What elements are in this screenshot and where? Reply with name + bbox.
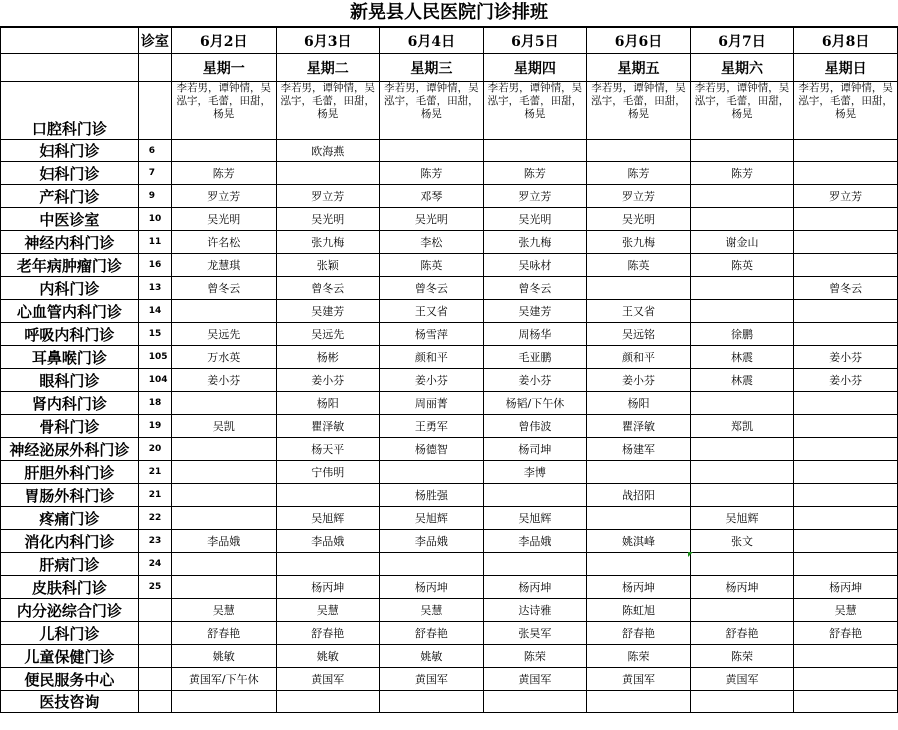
doctor-cell[interactable]: 瞿泽敏 <box>587 415 691 438</box>
department-name: 消化内科门诊 <box>1 530 139 553</box>
weekday-header: 星期日 <box>794 54 898 82</box>
doctor-cell[interactable] <box>587 461 691 484</box>
department-name: 妇科门诊 <box>1 162 139 185</box>
doctor-cell[interactable]: 陈芳 <box>380 162 484 185</box>
doctor-cell[interactable] <box>794 553 898 576</box>
doctor-cell[interactable]: 吴建芳 <box>483 300 587 323</box>
doctor-cell[interactable]: 罗立芳 <box>171 185 276 208</box>
table-row <box>1 645 898 668</box>
weekday-header: 星期三 <box>380 54 484 82</box>
doctor-cell[interactable]: 吴慧 <box>380 599 484 622</box>
doctor-cell[interactable]: 姜小芬 <box>171 369 276 392</box>
doctor-cell[interactable] <box>794 484 898 507</box>
doctor-cell[interactable]: 瞿泽敏 <box>276 415 380 438</box>
doctor-cell[interactable]: 李若男，谭钟情，吴泓宇，毛蕾，田甜，杨晃 <box>690 82 794 140</box>
table-row <box>1 668 898 691</box>
doctor-cell[interactable]: 林震 <box>690 346 794 369</box>
doctor-cell[interactable] <box>794 530 898 553</box>
doctor-cell[interactable] <box>794 461 898 484</box>
room-number: 23 <box>138 530 171 553</box>
table-row <box>1 140 898 162</box>
doctor-cell[interactable]: 吴旭辉 <box>380 507 484 530</box>
doctor-cell[interactable]: 杨建军 <box>587 438 691 461</box>
room-number: 21 <box>138 484 171 507</box>
doctor-cell[interactable]: 吴光明 <box>171 208 276 231</box>
doctor-cell[interactable] <box>171 576 276 599</box>
doctor-cell[interactable] <box>690 484 794 507</box>
room-number: 24 <box>138 553 171 576</box>
doctor-cell[interactable]: 舒春艳 <box>794 622 898 645</box>
doctor-cell[interactable]: 张昊军 <box>483 622 587 645</box>
doctor-cell[interactable]: 王勇军 <box>380 415 484 438</box>
doctor-cell[interactable] <box>587 691 691 713</box>
doctor-cell[interactable]: 曾伟波 <box>483 415 587 438</box>
weekday-header: 星期四 <box>483 54 587 82</box>
room-number: 18 <box>138 392 171 415</box>
doctor-cell[interactable] <box>794 691 898 713</box>
doctor-cell[interactable]: 杨司坤 <box>483 438 587 461</box>
doctor-cell[interactable]: 李品娥 <box>276 530 380 553</box>
doctor-cell[interactable] <box>690 553 794 576</box>
doctor-cell[interactable]: 吴旭辉 <box>276 507 380 530</box>
doctor-cell[interactable] <box>794 438 898 461</box>
doctor-cell[interactable] <box>794 254 898 277</box>
doctor-cell[interactable]: 张九梅 <box>483 231 587 254</box>
doctor-cell[interactable]: 黄国军 <box>587 668 691 691</box>
doctor-cell[interactable]: 杨天平 <box>276 438 380 461</box>
department-name: 医技咨询 <box>1 691 139 713</box>
table-row <box>1 553 898 576</box>
table-row <box>1 162 898 185</box>
doctor-cell[interactable] <box>380 140 484 162</box>
doctor-cell[interactable] <box>483 140 587 162</box>
doctor-cell[interactable]: 林震 <box>690 369 794 392</box>
doctor-cell[interactable]: 姚敏 <box>380 645 484 668</box>
doctor-cell[interactable] <box>276 484 380 507</box>
department-name: 产科门诊 <box>1 185 139 208</box>
doctor-cell[interactable]: 曾冬云 <box>171 277 276 300</box>
table-row <box>1 369 898 392</box>
doctor-cell[interactable] <box>794 392 898 415</box>
room-header: 诊室 <box>138 28 171 54</box>
doctor-cell[interactable] <box>794 231 898 254</box>
doctor-cell[interactable]: 龙慧琪 <box>171 254 276 277</box>
doctor-cell[interactable]: 李若男，谭钟情，吴泓宇，毛蕾，田甜，杨晃 <box>276 82 380 140</box>
room-number: 14 <box>138 300 171 323</box>
doctor-cell[interactable] <box>794 140 898 162</box>
date-header: 6月8日 <box>794 28 898 54</box>
doctor-cell[interactable] <box>380 691 484 713</box>
doctor-cell[interactable] <box>690 599 794 622</box>
doctor-cell[interactable]: 徐鹏 <box>690 323 794 346</box>
department-name: 胃肠外科门诊 <box>1 484 139 507</box>
date-header: 6月2日 <box>171 28 276 54</box>
table-row <box>1 277 898 300</box>
doctor-cell[interactable] <box>794 300 898 323</box>
department-name: 神经内科门诊 <box>1 231 139 254</box>
doctor-cell[interactable]: 欧海燕 <box>276 140 380 162</box>
doctor-cell[interactable] <box>794 668 898 691</box>
doctor-cell[interactable]: 吴咏材 <box>483 254 587 277</box>
doctor-cell[interactable]: 李若男，谭钟情，吴泓宇，毛蕾，田甜，杨晃 <box>483 82 587 140</box>
doctor-cell[interactable]: 杨彬 <box>276 346 380 369</box>
department-name: 眼科门诊 <box>1 369 139 392</box>
doctor-cell[interactable]: 陈芳 <box>690 162 794 185</box>
table-row <box>1 208 898 231</box>
department-name: 老年病肿瘤门诊 <box>1 254 139 277</box>
doctor-cell[interactable]: 舒春艳 <box>380 622 484 645</box>
doctor-cell[interactable] <box>483 484 587 507</box>
doctor-cell[interactable]: 曾冬云 <box>380 277 484 300</box>
doctor-cell[interactable]: 陈英 <box>380 254 484 277</box>
doctor-cell[interactable] <box>794 162 898 185</box>
doctor-cell[interactable]: 吴远铭 <box>587 323 691 346</box>
header-blank <box>1 28 139 54</box>
doctor-cell[interactable]: 陈英 <box>587 254 691 277</box>
department-name: 肾内科门诊 <box>1 392 139 415</box>
doctor-cell[interactable]: 吴慧 <box>276 599 380 622</box>
doctor-cell[interactable]: 吴旭辉 <box>483 507 587 530</box>
doctor-cell[interactable]: 吴远先 <box>171 323 276 346</box>
date-header: 6月6日 <box>587 28 691 54</box>
doctor-cell[interactable]: 杨阳 <box>587 392 691 415</box>
doctor-cell[interactable]: 谢金山 <box>690 231 794 254</box>
doctor-cell[interactable] <box>171 461 276 484</box>
table-row <box>1 622 898 645</box>
weekday-header: 星期二 <box>276 54 380 82</box>
doctor-cell[interactable] <box>690 438 794 461</box>
doctor-cell[interactable]: 吴凯 <box>171 415 276 438</box>
room-number: 11 <box>138 231 171 254</box>
doctor-cell[interactable] <box>794 645 898 668</box>
doctor-cell[interactable]: 吴光明 <box>587 208 691 231</box>
room-number <box>138 645 171 668</box>
doctor-cell[interactable]: 周杨华 <box>483 323 587 346</box>
doctor-cell[interactable]: 黄国军 <box>690 668 794 691</box>
department-name: 神经泌尿外科门诊 <box>1 438 139 461</box>
room-number: 9 <box>138 185 171 208</box>
date-header: 6月4日 <box>380 28 484 54</box>
room-number: 25 <box>138 576 171 599</box>
room-number: 105 <box>138 346 171 369</box>
doctor-cell[interactable]: 郑凯 <box>690 415 794 438</box>
doctor-cell[interactable]: 姚敏 <box>276 645 380 668</box>
doctor-cell[interactable]: 杨雪萍 <box>380 323 484 346</box>
doctor-cell[interactable]: 李若男，谭钟情，吴泓宇，毛蕾，田甜，杨晃 <box>380 82 484 140</box>
doctor-cell[interactable]: 王又省 <box>587 300 691 323</box>
room-number: 22 <box>138 507 171 530</box>
table-row <box>1 461 898 484</box>
doctor-cell[interactable] <box>171 553 276 576</box>
room-number <box>138 691 171 713</box>
doctor-cell[interactable]: 张九梅 <box>276 231 380 254</box>
date-header: 6月7日 <box>690 28 794 54</box>
header-weekday-row <box>1 54 898 82</box>
room-number: 10 <box>138 208 171 231</box>
doctor-cell[interactable]: 舒春艳 <box>276 622 380 645</box>
department-name: 儿童保健门诊 <box>1 645 139 668</box>
doctor-cell[interactable]: 陈芳 <box>171 162 276 185</box>
doctor-cell[interactable]: 曾冬云 <box>794 277 898 300</box>
doctor-cell[interactable] <box>794 323 898 346</box>
date-header: 6月5日 <box>483 28 587 54</box>
page-title: 新晃县人民医院门诊排班 <box>0 0 898 27</box>
table-row <box>1 599 898 622</box>
header-blank <box>1 54 139 82</box>
doctor-cell[interactable]: 杨丙坤 <box>690 576 794 599</box>
doctor-cell[interactable]: 杨丙坤 <box>380 576 484 599</box>
doctor-cell[interactable]: 张九梅 <box>587 231 691 254</box>
table-row <box>1 323 898 346</box>
doctor-cell[interactable]: 吴旭辉 <box>690 507 794 530</box>
doctor-cell[interactable]: 吴光明 <box>276 208 380 231</box>
doctor-cell[interactable]: 张文 <box>690 530 794 553</box>
doctor-cell[interactable]: 陈芳 <box>483 162 587 185</box>
doctor-cell[interactable]: 舒春艳 <box>587 622 691 645</box>
weekday-header: 星期一 <box>171 54 276 82</box>
table-row <box>1 254 898 277</box>
cell-marker-icon <box>688 552 693 557</box>
table-row <box>1 346 898 369</box>
doctor-cell[interactable]: 李松 <box>380 231 484 254</box>
doctor-cell[interactable] <box>171 691 276 713</box>
doctor-cell[interactable]: 李品娥 <box>483 530 587 553</box>
department-name: 呼吸内科门诊 <box>1 323 139 346</box>
doctor-cell[interactable]: 陈芳 <box>587 162 691 185</box>
department-name: 内分泌综合门诊 <box>1 599 139 622</box>
doctor-cell[interactable]: 杨胜强 <box>380 484 484 507</box>
doctor-cell[interactable]: 吴远先 <box>276 323 380 346</box>
room-number <box>138 622 171 645</box>
doctor-cell[interactable]: 万水英 <box>171 346 276 369</box>
doctor-cell[interactable]: 陈英 <box>690 254 794 277</box>
room-number: 6 <box>138 140 171 162</box>
department-name: 内科门诊 <box>1 277 139 300</box>
doctor-cell[interactable]: 陈荣 <box>483 645 587 668</box>
doctor-cell[interactable]: 杨阳 <box>276 392 380 415</box>
doctor-cell[interactable]: 曾冬云 <box>276 277 380 300</box>
doctor-cell[interactable] <box>483 553 587 576</box>
doctor-cell[interactable] <box>276 553 380 576</box>
doctor-cell[interactable]: 陈荣 <box>587 645 691 668</box>
department-name: 骨科门诊 <box>1 415 139 438</box>
table-row <box>1 530 898 553</box>
doctor-cell[interactable] <box>171 507 276 530</box>
doctor-cell[interactable]: 姚敏 <box>171 645 276 668</box>
doctor-cell[interactable] <box>587 507 691 530</box>
doctor-cell[interactable]: 杨韬/下午休 <box>483 392 587 415</box>
doctor-cell[interactable] <box>690 392 794 415</box>
weekday-header: 星期六 <box>690 54 794 82</box>
doctor-cell[interactable] <box>483 691 587 713</box>
doctor-cell[interactable]: 达诗雅 <box>483 599 587 622</box>
room-number: 15 <box>138 323 171 346</box>
doctor-cell[interactable]: 姜小芬 <box>794 369 898 392</box>
doctor-cell[interactable]: 姜小芬 <box>276 369 380 392</box>
table-row <box>1 507 898 530</box>
doctor-cell[interactable]: 姜小芬 <box>483 369 587 392</box>
doctor-cell[interactable] <box>380 553 484 576</box>
room-number <box>138 668 171 691</box>
department-name: 心血管内科门诊 <box>1 300 139 323</box>
department-name: 皮肤科门诊 <box>1 576 139 599</box>
department-name: 肝病门诊 <box>1 553 139 576</box>
doctor-cell[interactable]: 黄国军 <box>276 668 380 691</box>
doctor-cell[interactable] <box>276 162 380 185</box>
doctor-cell[interactable] <box>171 392 276 415</box>
table-row <box>1 82 898 140</box>
table-row <box>1 300 898 323</box>
doctor-cell[interactable]: 姜小芬 <box>587 369 691 392</box>
doctor-cell[interactable] <box>690 140 794 162</box>
table-row <box>1 231 898 254</box>
doctor-cell[interactable]: 李品娥 <box>171 530 276 553</box>
table-row <box>1 576 898 599</box>
room-number <box>138 82 171 140</box>
room-number: 21 <box>138 461 171 484</box>
doctor-cell[interactable]: 邓琴 <box>380 185 484 208</box>
doctor-cell[interactable]: 战招阳 <box>587 484 691 507</box>
doctor-cell[interactable] <box>690 461 794 484</box>
table-row <box>1 185 898 208</box>
room-number: 104 <box>138 369 171 392</box>
doctor-cell[interactable]: 曾冬云 <box>483 277 587 300</box>
doctor-cell[interactable] <box>587 140 691 162</box>
schedule-table <box>0 27 898 713</box>
doctor-cell[interactable]: 吴光明 <box>380 208 484 231</box>
doctor-cell[interactable]: 周丽菁 <box>380 392 484 415</box>
doctor-cell[interactable]: 吴慧 <box>794 599 898 622</box>
doctor-cell[interactable]: 毛亚鹏 <box>483 346 587 369</box>
doctor-cell[interactable]: 姚淇峰 <box>587 530 691 553</box>
doctor-cell[interactable] <box>171 140 276 162</box>
doctor-cell[interactable]: 李若男，谭钟情，吴泓宇，毛蕾，田甜，杨晃 <box>171 82 276 140</box>
department-name: 中医诊室 <box>1 208 139 231</box>
room-number: 19 <box>138 415 171 438</box>
department-name: 口腔科门诊 <box>1 82 139 140</box>
doctor-cell[interactable] <box>690 208 794 231</box>
department-name: 耳鼻喉门诊 <box>1 346 139 369</box>
doctor-cell[interactable]: 杨德智 <box>380 438 484 461</box>
doctor-cell[interactable]: 黄国军 <box>380 668 484 691</box>
doctor-cell[interactable] <box>171 438 276 461</box>
room-number: 20 <box>138 438 171 461</box>
doctor-cell[interactable]: 舒春艳 <box>171 622 276 645</box>
room-number: 13 <box>138 277 171 300</box>
table-row <box>1 438 898 461</box>
department-name: 疼痛门诊 <box>1 507 139 530</box>
header-blank <box>138 54 171 82</box>
table-row <box>1 415 898 438</box>
doctor-cell[interactable] <box>794 415 898 438</box>
date-header: 6月3日 <box>276 28 380 54</box>
doctor-cell[interactable]: 陈荣 <box>690 645 794 668</box>
doctor-cell[interactable] <box>587 277 691 300</box>
doctor-cell[interactable]: 吴建芳 <box>276 300 380 323</box>
room-number <box>138 599 171 622</box>
doctor-cell[interactable]: 颜和平 <box>380 346 484 369</box>
room-number: 7 <box>138 162 171 185</box>
doctor-cell[interactable]: 舒春艳 <box>690 622 794 645</box>
doctor-cell[interactable]: 罗立芳 <box>483 185 587 208</box>
department-name: 妇科门诊 <box>1 140 139 162</box>
doctor-cell[interactable]: 许名松 <box>171 231 276 254</box>
doctor-cell[interactable]: 黄国军/下午休 <box>171 668 276 691</box>
doctor-cell[interactable] <box>171 484 276 507</box>
doctor-cell[interactable]: 姜小芬 <box>794 346 898 369</box>
doctor-cell[interactable]: 宁伟明 <box>276 461 380 484</box>
header-date-row <box>1 28 898 54</box>
doctor-cell[interactable] <box>276 691 380 713</box>
doctor-cell[interactable]: 李若男，谭钟情，吴泓宇，毛蕾，田甜，杨晃 <box>587 82 691 140</box>
doctor-cell[interactable] <box>171 300 276 323</box>
table-row <box>1 484 898 507</box>
doctor-cell[interactable] <box>380 461 484 484</box>
doctor-cell[interactable]: 罗立芳 <box>587 185 691 208</box>
doctor-cell[interactable] <box>690 185 794 208</box>
department-name: 便民服务中心 <box>1 668 139 691</box>
department-name: 儿科门诊 <box>1 622 139 645</box>
doctor-cell[interactable]: 吴光明 <box>483 208 587 231</box>
doctor-cell[interactable]: 王又省 <box>380 300 484 323</box>
doctor-cell[interactable] <box>690 691 794 713</box>
doctor-cell[interactable]: 李若男，谭钟情，吴泓宇，毛蕾，田甜，杨晃 <box>794 82 898 140</box>
doctor-cell[interactable]: 罗立芳 <box>794 185 898 208</box>
doctor-cell[interactable]: 李品娥 <box>380 530 484 553</box>
doctor-cell[interactable]: 张颖 <box>276 254 380 277</box>
doctor-cell[interactable] <box>690 300 794 323</box>
table-row <box>1 691 898 713</box>
room-number: 16 <box>138 254 171 277</box>
doctor-cell[interactable]: 杨丙坤 <box>483 576 587 599</box>
doctor-cell[interactable]: 姜小芬 <box>380 369 484 392</box>
doctor-cell[interactable] <box>587 553 691 576</box>
doctor-cell[interactable]: 杨丙坤 <box>276 576 380 599</box>
doctor-cell[interactable]: 颜和平 <box>587 346 691 369</box>
doctor-cell[interactable]: 陈虹旭 <box>587 599 691 622</box>
doctor-cell[interactable]: 杨丙坤 <box>794 576 898 599</box>
doctor-cell[interactable] <box>794 507 898 530</box>
doctor-cell[interactable]: 吴慧 <box>171 599 276 622</box>
weekday-header: 星期五 <box>587 54 691 82</box>
doctor-cell[interactable]: 黄国军 <box>483 668 587 691</box>
doctor-cell[interactable] <box>690 277 794 300</box>
doctor-cell[interactable]: 李博 <box>483 461 587 484</box>
doctor-cell[interactable] <box>794 208 898 231</box>
department-name: 肝胆外科门诊 <box>1 461 139 484</box>
doctor-cell[interactable]: 罗立芳 <box>276 185 380 208</box>
doctor-cell[interactable]: 杨丙坤 <box>587 576 691 599</box>
table-row <box>1 392 898 415</box>
